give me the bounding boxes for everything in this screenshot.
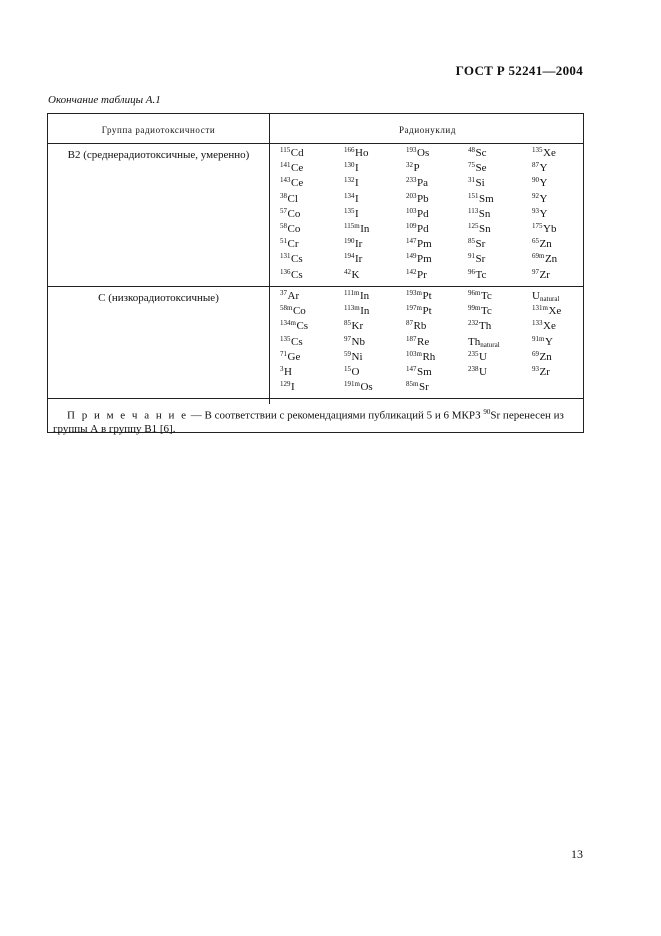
- mass-number: 166: [344, 146, 355, 154]
- mass-number: 71: [280, 349, 287, 358]
- element-symbol: Ge: [287, 350, 301, 363]
- mass-number: 87: [532, 161, 539, 170]
- nuclide-cell: [344, 177, 359, 189]
- element-symbol: Pd: [417, 223, 429, 235]
- mass-number: 194: [344, 252, 355, 261]
- mass-number: 91: [468, 252, 475, 261]
- element-symbol: In: [360, 305, 370, 318]
- nuclide-cell: [532, 193, 547, 205]
- mass-number: 90: [532, 176, 539, 185]
- element-symbol: Y: [539, 162, 548, 175]
- nuclide-cell: [344, 336, 365, 348]
- element-symbol: Zn: [539, 350, 552, 363]
- element-symbol: Nb: [351, 335, 365, 348]
- element-symbol: I: [355, 177, 359, 190]
- nuclide-cell: [532, 238, 552, 250]
- element-symbol: Y: [544, 335, 553, 348]
- mass-number: 134m: [280, 319, 296, 328]
- nuclide-cell: [532, 269, 550, 281]
- note-text-after: Sr перенесен из группы А в группу В1 [6].: [53, 409, 564, 435]
- nuclide-cell: [280, 336, 303, 348]
- nuclide-cell: [468, 162, 487, 174]
- element-symbol: Zn: [539, 238, 552, 251]
- nuclide-cell: [468, 193, 494, 205]
- nuclide-cell: [280, 162, 303, 174]
- nuclide-cell: [344, 147, 368, 159]
- nuclide-cell: [344, 269, 359, 281]
- element-symbol: Cd: [290, 147, 304, 159]
- mass-number: 132: [344, 176, 355, 185]
- element-symbol: Pa: [417, 177, 428, 190]
- mass-number: 91m: [532, 334, 545, 343]
- nuclide-cell: [280, 253, 303, 265]
- element-symbol: Se: [475, 162, 487, 175]
- nuclide-cell: [280, 193, 298, 205]
- mass-number: 92: [532, 191, 539, 200]
- mass-number: 59: [344, 349, 351, 358]
- nuclide-cell: [344, 381, 373, 393]
- element-symbol: Pm: [417, 238, 432, 251]
- mass-number: 135: [532, 146, 543, 154]
- symbol-subscript: natural: [539, 295, 560, 303]
- nuclide-cell: [280, 238, 299, 250]
- nuclide-cell: [344, 290, 369, 302]
- element-symbol: Kr: [351, 320, 364, 333]
- element-symbol: Xe: [543, 320, 556, 333]
- mass-number: 85: [468, 237, 475, 246]
- mass-number: 103: [406, 206, 417, 215]
- mass-number: 58: [280, 222, 287, 230]
- mass-number: 151: [468, 191, 479, 200]
- element-symbol: Th: [479, 320, 492, 333]
- element-symbol: Os: [417, 147, 430, 159]
- nuclide-cell: [344, 351, 363, 363]
- mass-number: 31: [468, 176, 475, 185]
- mass-number: 51: [280, 237, 287, 246]
- element-symbol: Cs: [291, 268, 303, 281]
- mass-number: 96m: [468, 289, 481, 297]
- element-symbol: Pt: [422, 290, 432, 302]
- mass-number: 111m: [344, 289, 360, 297]
- nuclide-cell: [344, 162, 359, 174]
- nuclide-cell: [406, 177, 428, 189]
- nuclide-cell: [532, 208, 547, 220]
- element-symbol: In: [359, 290, 370, 302]
- nuclide-cell: [468, 336, 500, 348]
- nuclide-cell: [468, 253, 485, 265]
- nuclide-cell: [532, 147, 556, 159]
- mass-number: 193m: [406, 289, 422, 297]
- mass-number: 93: [532, 206, 539, 215]
- mass-number: 58m: [280, 304, 293, 313]
- mass-number: 37: [280, 289, 287, 297]
- element-symbol: Rh: [422, 350, 436, 363]
- nuclide-cell: [468, 351, 487, 363]
- mass-number: 48: [468, 146, 475, 154]
- mass-number: 97: [532, 267, 539, 276]
- mass-number: 133: [532, 319, 543, 328]
- element-symbol: Tc: [475, 268, 487, 281]
- mass-number: 129: [280, 380, 291, 389]
- nuclide-cell: [344, 208, 359, 220]
- mass-number: 115: [280, 146, 291, 154]
- element-symbol: O: [351, 366, 360, 378]
- mass-number: 135: [344, 206, 355, 215]
- mass-number: 125: [468, 222, 479, 230]
- element-symbol: Rb: [413, 320, 427, 333]
- nuclide-cell: [406, 336, 429, 348]
- nuclide-cell: [406, 351, 435, 363]
- nuclide-cell: [532, 177, 547, 189]
- element-symbol: Co: [287, 207, 301, 220]
- mass-number: 147: [406, 365, 417, 373]
- mass-number: 142: [406, 267, 417, 276]
- mass-number: 69m: [532, 252, 545, 261]
- element-symbol: U: [479, 350, 487, 363]
- nuclide-cell: [344, 223, 369, 235]
- note-divider: [48, 398, 583, 399]
- mass-number: 197m: [406, 304, 422, 313]
- element-symbol: Cs: [296, 320, 309, 333]
- nuclide-cell: [344, 193, 359, 205]
- nuclide-cell: [280, 223, 300, 235]
- element-symbol: Sn: [479, 223, 491, 235]
- element-symbol: Sr: [475, 238, 486, 251]
- mass-number: 42: [344, 267, 351, 276]
- mass-number: 203: [406, 191, 417, 200]
- mass-number: 65: [532, 237, 539, 246]
- element-symbol: I: [355, 207, 359, 220]
- element-symbol: Pb: [417, 192, 429, 205]
- mass-number: 3: [280, 365, 284, 373]
- element-symbol: Pt: [422, 305, 432, 318]
- mass-number: 15: [344, 365, 351, 373]
- group-c-label: С (низкорадиотоксичные): [98, 292, 219, 304]
- nuclide-cell: [468, 177, 485, 189]
- element-symbol: Cl: [287, 192, 298, 205]
- element-symbol: Co: [287, 223, 301, 235]
- element-symbol: Xe: [548, 305, 562, 318]
- nuclide-cell: [344, 305, 369, 317]
- element-symbol: H: [284, 366, 292, 378]
- element-symbol: Sr: [418, 381, 429, 394]
- mass-number: 175: [532, 222, 543, 230]
- element-symbol: Sm: [479, 192, 494, 205]
- page-number: 13: [571, 847, 583, 861]
- note-text-before: — В соответствии с рекомендациями публикаций 5 и 6 МКРЗ: [188, 409, 484, 422]
- nuclide-cell: [280, 320, 308, 332]
- nuclide-cell: [468, 320, 491, 332]
- mass-number: 141: [280, 161, 291, 170]
- column-divider: [269, 114, 270, 404]
- nuclide-cell: [280, 381, 295, 393]
- mass-number: 233: [406, 176, 417, 185]
- element-symbol: Cs: [291, 253, 303, 266]
- element-symbol: Y: [539, 177, 548, 190]
- mass-number: 193: [406, 146, 417, 154]
- document-header: ГОСТ Р 52241—2004: [455, 63, 583, 78]
- element-symbol: Ir: [355, 238, 363, 251]
- nuclide-cell: [468, 208, 490, 220]
- mass-number: 187: [406, 334, 417, 343]
- nuclide-cell: [406, 366, 432, 378]
- radionuclide-table: [47, 113, 584, 433]
- nuclide-cell: [344, 253, 362, 265]
- element-symbol: I: [291, 381, 295, 394]
- nuclide-cell: [406, 253, 432, 265]
- element-symbol: Os: [360, 381, 373, 394]
- nuclide-cell: [406, 193, 429, 205]
- mass-number: 97: [344, 334, 351, 343]
- nuclide-cell: [280, 208, 300, 220]
- element-symbol: U: [532, 290, 540, 302]
- element-symbol: In: [360, 223, 370, 235]
- mass-number: 130: [344, 161, 355, 170]
- element-symbol: Sm: [417, 366, 432, 378]
- mass-number: 143: [280, 176, 291, 185]
- symbol-subscript: natural: [480, 340, 500, 349]
- element-symbol: Y: [539, 207, 548, 220]
- nuclide-cell: [532, 253, 557, 265]
- element-symbol: Re: [417, 335, 430, 348]
- nuclide-cell: [468, 366, 487, 378]
- mass-number: 136: [280, 267, 291, 276]
- column-header-group: Группа радиотоксичности: [101, 125, 216, 135]
- mass-number: 75: [468, 161, 475, 170]
- element-symbol: Sn: [478, 207, 491, 220]
- element-symbol: Zr: [539, 268, 550, 281]
- mass-number: 131m: [532, 304, 548, 313]
- element-symbol: Tc: [480, 305, 492, 318]
- nuclide-cell: [468, 147, 487, 159]
- nuclide-cell: [468, 238, 485, 250]
- element-symbol: Pd: [417, 207, 429, 220]
- nuclide-cell: [406, 238, 432, 250]
- element-symbol: Si: [475, 177, 485, 190]
- element-symbol: Ce: [291, 162, 304, 175]
- nuclide-cell: [406, 290, 432, 302]
- element-symbol: Co: [292, 305, 306, 318]
- nuclide-cell: [280, 290, 299, 302]
- mass-number: 93: [532, 365, 539, 373]
- nuclide-cell: [532, 351, 552, 363]
- nuclide-cell: [406, 208, 429, 220]
- mass-number: 235: [468, 349, 479, 358]
- element-symbol: Zn: [544, 253, 558, 266]
- element-symbol: I: [355, 162, 359, 175]
- mass-number: 191m: [344, 380, 360, 389]
- nuclide-cell: [280, 351, 300, 363]
- nuclide-cell: [280, 305, 306, 317]
- element-symbol: Zr: [539, 366, 550, 378]
- mass-number: 85m: [406, 380, 419, 389]
- mass-number: 113: [468, 206, 479, 215]
- element-symbol: Ho: [355, 147, 369, 159]
- nuclide-cell: [406, 305, 432, 317]
- nuclide-cell: [468, 290, 492, 302]
- nuclide-cell: [406, 162, 420, 174]
- nuclide-cell: [280, 366, 292, 378]
- element-symbol: Cs: [291, 335, 303, 348]
- mass-number: 232: [468, 319, 479, 328]
- note-superscript: 90: [483, 408, 491, 416]
- element-symbol: P: [413, 162, 420, 175]
- element-symbol: Th: [468, 335, 481, 348]
- element-symbol: K: [351, 268, 360, 281]
- mass-number: 96: [468, 267, 475, 276]
- mass-number: 69: [532, 349, 539, 358]
- nuclide-cell: [406, 147, 429, 159]
- nuclide-cell: [344, 320, 363, 332]
- element-symbol: U: [479, 366, 487, 378]
- element-symbol: Pr: [417, 268, 427, 281]
- mass-number: 149: [406, 252, 417, 261]
- mass-number: 147: [406, 237, 417, 246]
- nuclide-cell: [406, 381, 429, 393]
- mass-number: 109: [406, 222, 417, 230]
- mass-number: 238: [468, 365, 479, 373]
- mass-number: 38: [280, 191, 287, 200]
- nuclide-cell: [468, 223, 491, 235]
- column-header-nuclide: Радионуклид: [398, 125, 457, 135]
- mass-number: 135: [280, 334, 291, 343]
- mass-number: 85: [344, 319, 351, 328]
- header-divider: [48, 143, 583, 144]
- nuclide-cell: [280, 177, 303, 189]
- nuclide-cell: [468, 269, 486, 281]
- nuclide-cell: [344, 366, 359, 378]
- element-symbol: Ce: [291, 177, 304, 190]
- nuclide-cell: [532, 366, 550, 378]
- element-symbol: Ni: [351, 350, 363, 363]
- element-symbol: Ar: [287, 290, 300, 302]
- element-symbol: Ir: [355, 253, 363, 266]
- element-symbol: I: [355, 192, 359, 205]
- nuclide-cell: [280, 269, 303, 281]
- element-symbol: Xe: [543, 147, 556, 159]
- mass-number: 99m: [468, 304, 481, 313]
- element-symbol: Pm: [417, 253, 432, 266]
- nuclide-cell: [406, 320, 426, 332]
- note-label: П р и м е ч а н и е: [67, 409, 188, 422]
- mass-number: 190: [344, 237, 355, 246]
- mass-number: 32: [406, 161, 413, 170]
- nuclide-cell: [532, 336, 553, 348]
- element-symbol: Tc: [480, 290, 492, 302]
- element-symbol: Y: [539, 192, 548, 205]
- element-symbol: Sr: [475, 253, 486, 266]
- nuclide-cell: [406, 223, 429, 235]
- mass-number: 113m: [344, 304, 360, 313]
- nuclide-cell: [468, 305, 492, 317]
- nuclide-cell: [532, 162, 547, 174]
- nuclide-cell: [532, 320, 556, 332]
- group-b2-label: В2 (среднерадиотоксичные, умеренно): [67, 149, 250, 161]
- nuclide-cell: [344, 238, 362, 250]
- element-symbol: Yb: [543, 223, 557, 235]
- table-caption: Окончание таблицы А.1: [48, 94, 161, 106]
- mass-number: 87: [406, 319, 413, 328]
- nuclide-cell: [280, 147, 304, 159]
- element-symbol: Cr: [287, 238, 299, 251]
- group-divider: [48, 286, 583, 287]
- mass-number: 103m: [406, 349, 422, 358]
- mass-number: 131: [280, 252, 291, 261]
- nuclide-cell: [406, 269, 427, 281]
- mass-number: 134: [344, 191, 355, 200]
- mass-number: 57: [280, 206, 287, 215]
- nuclide-cell: [532, 305, 561, 317]
- mass-number: 115m: [344, 222, 360, 230]
- element-symbol: Sc: [475, 147, 487, 159]
- nuclide-cell: [532, 290, 559, 302]
- table-note: [53, 406, 577, 436]
- nuclide-cell: [532, 223, 556, 235]
